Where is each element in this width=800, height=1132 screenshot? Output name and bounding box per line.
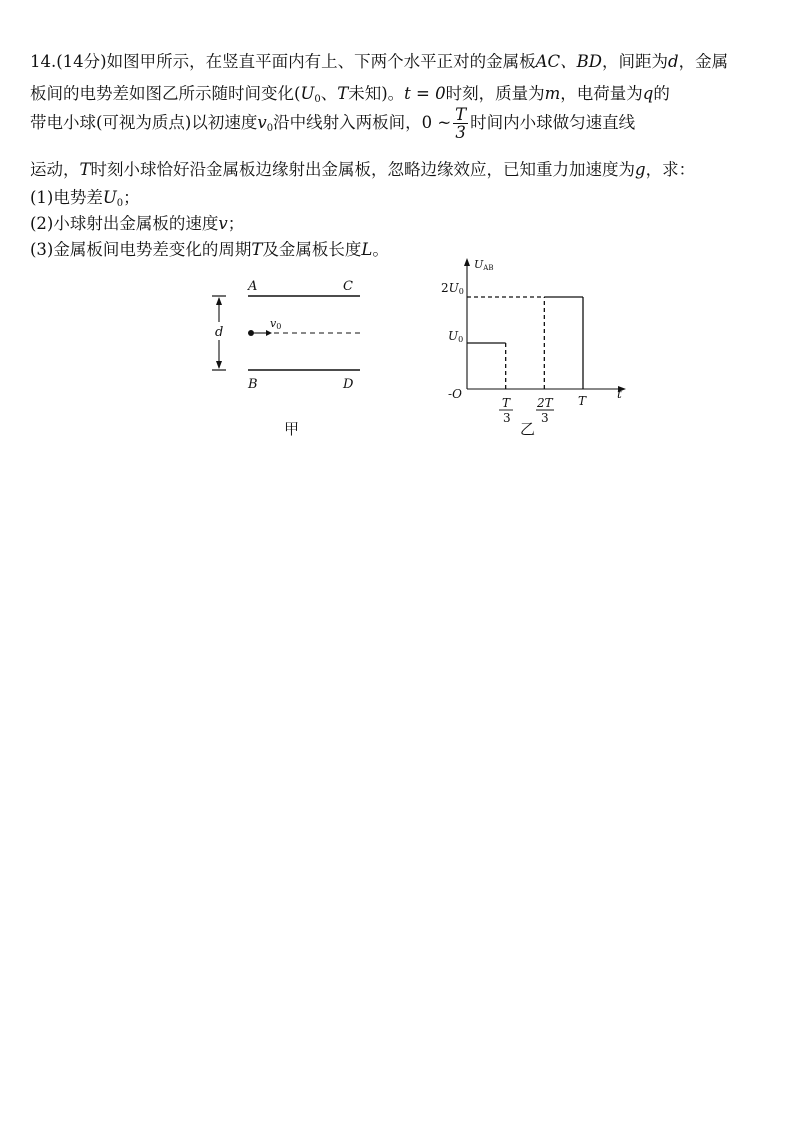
question-text: (1)电势差 [30, 188, 103, 207]
var-L: L [361, 240, 373, 259]
y-axis-label: UAB [474, 258, 494, 272]
problem-number: 14. [30, 52, 57, 71]
problem-line-1 [30, 48, 728, 72]
x-tick-T: T [578, 394, 587, 408]
var-m: m [544, 84, 561, 103]
figure-yi [440, 255, 640, 425]
y-axis-arrow [464, 258, 470, 266]
x-tick-2T-over-3-den: 3 [541, 411, 549, 425]
var-v: v [218, 214, 228, 233]
problem-text: ，电荷量为 [560, 84, 643, 103]
figure-jia [200, 270, 380, 400]
problem-score: (14分) [56, 52, 107, 71]
dimension-arrow-down [216, 361, 222, 369]
subscript: 0 [314, 94, 321, 105]
question-3 [30, 236, 389, 260]
label-B: B [248, 377, 258, 392]
problem-text: 的 [653, 84, 670, 103]
problem-text: 、 [320, 84, 338, 103]
charged-ball [248, 330, 254, 336]
fraction-denominator: 3 [453, 123, 468, 141]
problem-line-2 [30, 80, 670, 105]
x-tick-2T-over-3-num: 2T [537, 396, 553, 410]
question-1 [30, 184, 140, 209]
label-d: d [215, 325, 224, 340]
caption-jia: 甲 [284, 420, 300, 438]
subscript: 0 [116, 198, 124, 209]
problem-text: 时刻，质量为 [445, 84, 545, 103]
dimension-arrow-up [216, 297, 222, 305]
problem-text: 沿中线射入两板间，0 ~ [273, 113, 452, 132]
problem-text: 未知)。 [348, 84, 405, 103]
fraction-numerator: T [455, 105, 467, 124]
problem-text: 如图甲所示，在竖直平面内有上、下两个水平正对的金属板 [106, 52, 536, 71]
fraction-T-over-3 [453, 106, 468, 141]
question-text: ； [227, 214, 245, 233]
voltage-waveform [467, 297, 583, 389]
problem-text: ，间距为 [602, 52, 669, 71]
x-tick-T-over-3-den: 3 [503, 411, 511, 425]
label-v0: v0 [270, 317, 282, 331]
y-tick-2U0: 2U0 [441, 281, 464, 296]
var-q: q [642, 84, 654, 103]
x-axis-label: t [617, 387, 622, 401]
problem-text: 时刻小球恰好沿金属板边缘射出金属板，忽略边缘效应，已知重力加速度为 [90, 160, 636, 179]
label-A: A [248, 279, 258, 294]
problem-text: 时间内小球做匀速直线 [470, 113, 636, 132]
x-tick-T-over-3-num: T [502, 396, 511, 410]
var-U: U [102, 188, 117, 207]
problem-line-3 [30, 106, 635, 141]
origin-label: -O [448, 387, 462, 401]
problem-text: 运动， [30, 160, 80, 179]
caption-yi: 乙 [520, 420, 536, 438]
var-g: g [635, 160, 646, 179]
question-2 [30, 210, 244, 234]
label-C: C [343, 279, 353, 294]
var-d: d [668, 52, 679, 71]
question-text: 。 [372, 240, 389, 259]
label-D: D [343, 377, 354, 392]
problem-text: ，金属 [678, 52, 729, 71]
var-U: U [300, 84, 315, 103]
plates-label: AC、BD [535, 52, 603, 71]
question-text: ； [123, 188, 140, 207]
question-text: (3)金属板间电势差变化的周期 [30, 240, 252, 259]
question-text: 及金属板长度 [262, 240, 362, 259]
problem-text: 带电小球(可视为质点)以初速度 [30, 113, 258, 132]
y-tick-U0: U0 [448, 329, 464, 344]
problem-text: ，求： [645, 160, 696, 179]
velocity-arrowhead [266, 330, 272, 336]
var-T: T [337, 84, 349, 103]
var-v: v [257, 113, 267, 132]
var-t0: t = 0 [404, 84, 446, 103]
question-text: (2)小球射出金属板的速度 [30, 214, 219, 233]
subscript: 0 [266, 123, 274, 134]
problem-line-4 [30, 156, 695, 180]
var-T: T [251, 240, 263, 259]
problem-text: 板间的电势差如图乙所示随时间变化( [30, 84, 301, 103]
var-T: T [79, 160, 91, 179]
